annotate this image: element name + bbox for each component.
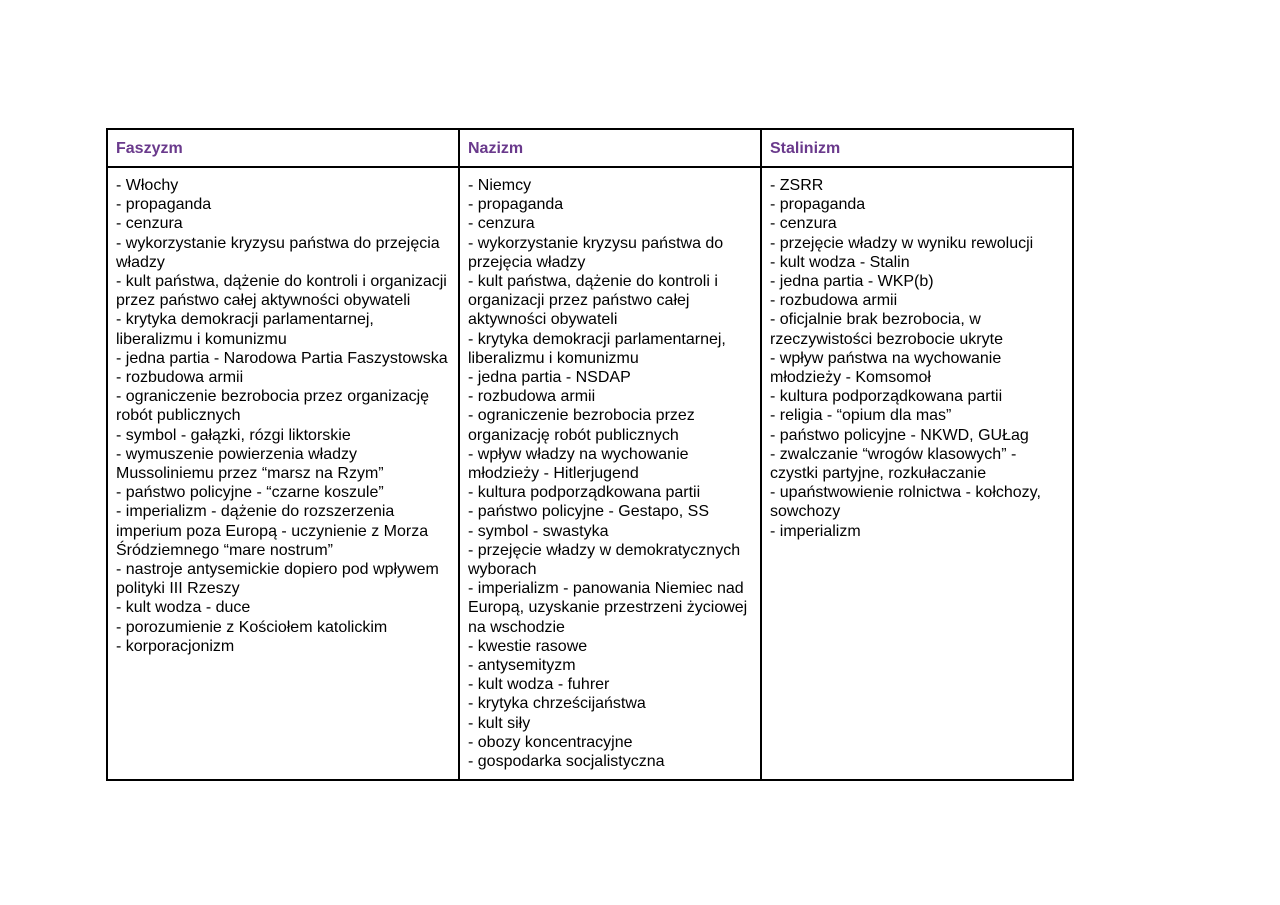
list-item: - gospodarka socjalistyczna [468,753,665,771]
list-item: - upaństwowienie rolnictwa - kołchozy, sowchozy [770,484,1041,521]
list-item: - wpływ państwa na wychowanie młodzieży - Komsomoł [770,349,1002,387]
list-item: - porozumienie z Kościołem katolickim [116,618,388,636]
list-item: - kult wodza - fuhrer [468,676,610,694]
header-faszyzm: Faszyzm [107,129,459,167]
list-item: - cenzura [468,215,535,233]
comparison-table [106,128,1074,781]
list-item: - przejęcie władzy w wyniku rewolucji [770,234,1034,252]
list-item: - rozbudowa armii [116,369,244,387]
cell-nazizm [459,167,761,780]
list-item: - kult państwa, dążenie do kontroli i organizacji przez państwo całej aktywności obywateli [116,273,447,310]
list-item: - Niemcy [468,177,532,194]
list-item: - nastroje antysemickie dopiero pod wpływem polityki III Rzeszy [116,561,439,598]
list-item: - przejęcie władzy w demokratycznych wyborach [468,541,741,579]
list-item: - imperializm - dążenie do rozszerzenia imperium poza Europą - uczynienie z Morza Śródziemnego “mare nostrum” [116,503,429,559]
list-item: - jedna partia - NSDAP [468,369,631,387]
cell-stalinizm [761,167,1073,780]
list-item: - krytyka demokracji parlamentarnej, liberalizmu i komunizmu [468,330,726,367]
list-item: - cenzura [116,215,183,233]
list-item: - kult państwa, dążenie do kontroli i organizacji przez państwo całej aktywności obywateli [468,273,718,329]
list-item: - kult wodza - Stalin [770,253,910,271]
list-item: - propaganda [468,196,564,214]
list-item: - imperializm [770,522,861,540]
cell-faszyzm [107,167,459,780]
list-item: - kwestie rasowe [468,637,588,655]
header-nazizm: Nazizm [459,129,761,167]
content-row [107,167,1073,780]
list-item: - rozbudowa armii [770,292,898,310]
list-item: - wykorzystanie kryzysu państwa do przejęcia władzy [468,234,724,271]
list-item: - kultura podporządkowana partii [468,484,701,502]
list-item: - oficjalnie brak bezrobocia, w rzeczywistości bezrobocie ukryte [770,311,1003,348]
list-item: - kult siły [468,714,531,732]
list-item: - Włochy [116,177,179,194]
list-item: - ograniczenie bezrobocia przez organizację robót publicznych [468,407,695,444]
list-item: - jedna partia - Narodowa Partia Faszystowska [116,349,448,367]
list-item: - państwo policyjne - Gestapo, SS [468,503,710,521]
list-item: - symbol - swastyka [468,522,609,540]
list-item: - wykorzystanie kryzysu państwa do przejęcia władzy [116,234,440,271]
list-item: - państwo policyjne - “czarne koszule” [116,484,384,502]
list-item: - imperializm - panowania Niemiec nad Europą, uzyskanie przestrzeni życiowej na wschodzie [468,580,748,636]
header-stalinizm: Stalinizm [761,129,1073,167]
list-item: - rozbudowa armii [468,388,596,406]
list-item: - ZSRR [770,177,824,194]
list-item: - obozy koncentracyjne [468,733,633,751]
list-item: - antysemityzm [468,657,576,675]
list-item: - krytyka demokracji parlamentarnej, liberalizmu i komunizmu [116,311,374,348]
list-item: - ograniczenie bezrobocia przez organizację robót publicznych [116,388,430,425]
list-item: - wpływ władzy na wychowanie młodzieży - Hitlerjugend [468,445,689,483]
list-item: - jedna partia - WKP(b) [770,273,934,291]
list-item: - kultura podporządkowana partii [770,388,1003,406]
list-item: - propaganda [770,196,866,214]
list-item: - państwo policyjne - NKWD, GUŁag [770,426,1029,444]
header-row [107,129,1073,167]
list-item: - korporacjonizm [116,637,235,655]
list-item: - krytyka chrześcijaństwa [468,695,646,713]
list-item: - cenzura [770,215,837,233]
list-item: - propaganda [116,196,212,214]
list-item: - kult wodza - duce [116,599,251,617]
list-item: - symbol - gałązki, rózgi liktorskie [116,426,351,444]
list-item: - religia - “opium dla mas” [770,407,952,425]
list-item: - wymuszenie powierzenia władzy Mussoliniemu przez “marsz na Rzym” [116,445,384,483]
list-item: - zwalczanie “wrogów klasowych” - czystki partyjne, rozkułaczanie [770,445,1017,483]
